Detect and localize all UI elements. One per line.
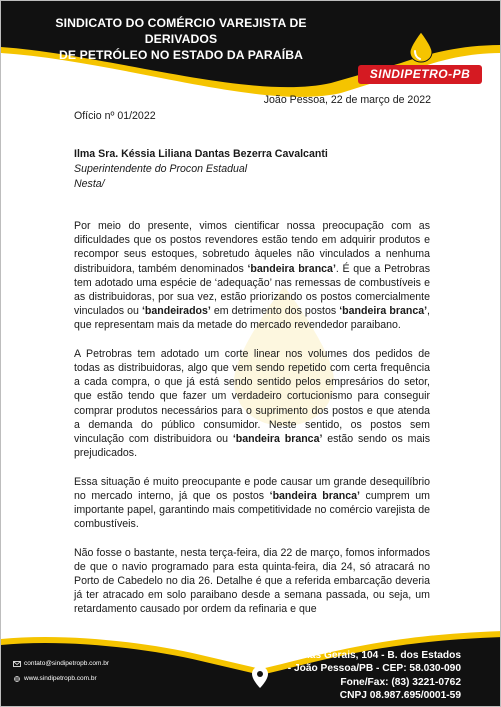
paragraph-2: A Petrobras tem adotado um corte linear nos volumes dos pedidos de todas as distribuidoras, algo que vem sendo repetido com certa frequência a cada compra, o que já está sendo sentido pelos empresários do setor, que estão tendo que fazer um verdadeiro cortucionismo para conseguir comprar produtos necessários para o suprimento dos postos e que atenda a demanda do público consumidor. Neste sentido, os postos sem vinculação com distribuidora ou ‘bandeira branca’ estão sendo os mais prejudicados. — [74, 347, 430, 460]
organization-name-line2: DE PETRÓLEO NO ESTADO DA PARAÍBA — [58, 48, 304, 62]
letter-body — [74, 219, 430, 631]
footer-email[interactable]: contato@sindipetropb.com.br — [24, 660, 110, 667]
logo-text-petro: PETRO-PB — [404, 67, 471, 81]
footer-contacts — [13, 656, 109, 686]
organization-name — [21, 15, 341, 63]
location-pin-icon — [252, 666, 268, 688]
oil-drop-icon — [405, 31, 437, 63]
footer-address — [271, 649, 461, 702]
recipient-name: Ilma Sra. Késsia Liliana Dantas Bezerra Cavalcanti — [74, 148, 328, 160]
globe-icon — [13, 676, 21, 682]
recipient-place: Nesta/ — [74, 178, 105, 190]
footer-email-row — [13, 656, 109, 671]
address-line-2: - João Pessoa/PB - CEP: 58.030-090 — [287, 663, 461, 675]
logo-text-sindi: SINDI — [369, 67, 405, 81]
footer-website[interactable]: www.sindipetropb.com.br — [24, 675, 97, 682]
letter-number: Ofício nº 01/2022 — [74, 110, 156, 122]
letter-date: João Pessoa, 22 de março de 2022 — [263, 94, 431, 106]
paragraph-1: Por meio do presente, vimos cientificar nossa preocupação com as dificuldades que os postos revendores estão tendo em adquirir produtos e recompor seus estoques, sobretudo àqueles não vinculados a nenhuma distribuidora, também denominados ‘bandeira branca’. É que a Petrobras tem adotado uma espécie de ‘adequação’ nas remessas de combustíveis e as distribuidoras, por sua vez, estão priorizando os postos comercialmente vinculados ou ‘bandeirados’ em detrimento dos postos ‘bandeira branca’, que representam mais da metade do mercado revendedor paraibano. — [74, 220, 430, 332]
paragraph-3: Essa situação é muito preocupante e pode causar um grande desequilíbrio no mercado interno, já que os postos ‘bandeira branca’ cumprem um importante papel, garantindo mais competitividade no comércio varejista de combustíveis. — [74, 475, 430, 531]
paragraph-4: Não fosse o bastante, nesta terça-feira, dia 22 de março, fomos informados de que o navio programado para esta quinta-feira, dia 24, só atracará no Porto de Cabedelo no dia 26. Detalhe é que a referida embarcação deveria já ter atracado em solo paraibano desde a semana passada, ou seja, um retardamento causado por ordem da refinaria e que — [74, 546, 430, 616]
footer-website-row — [13, 671, 109, 686]
recipient-block — [74, 147, 328, 192]
organization-name-line1: SINDICATO DO COMÉRCIO VAREJISTA DE DERIVADOS — [55, 16, 307, 46]
address-line-1: Av. Minas Gerais, 104 - B. dos Estados — [274, 650, 461, 661]
footer-cnpj: CNPJ 08.987.695/0001-59 — [339, 689, 461, 701]
email-icon — [13, 661, 21, 667]
recipient-title: Superintendente do Procon Estadual — [74, 163, 248, 175]
footer-phone: Fone/Fax: (83) 3221-0762 — [340, 676, 461, 688]
logo — [358, 65, 482, 84]
